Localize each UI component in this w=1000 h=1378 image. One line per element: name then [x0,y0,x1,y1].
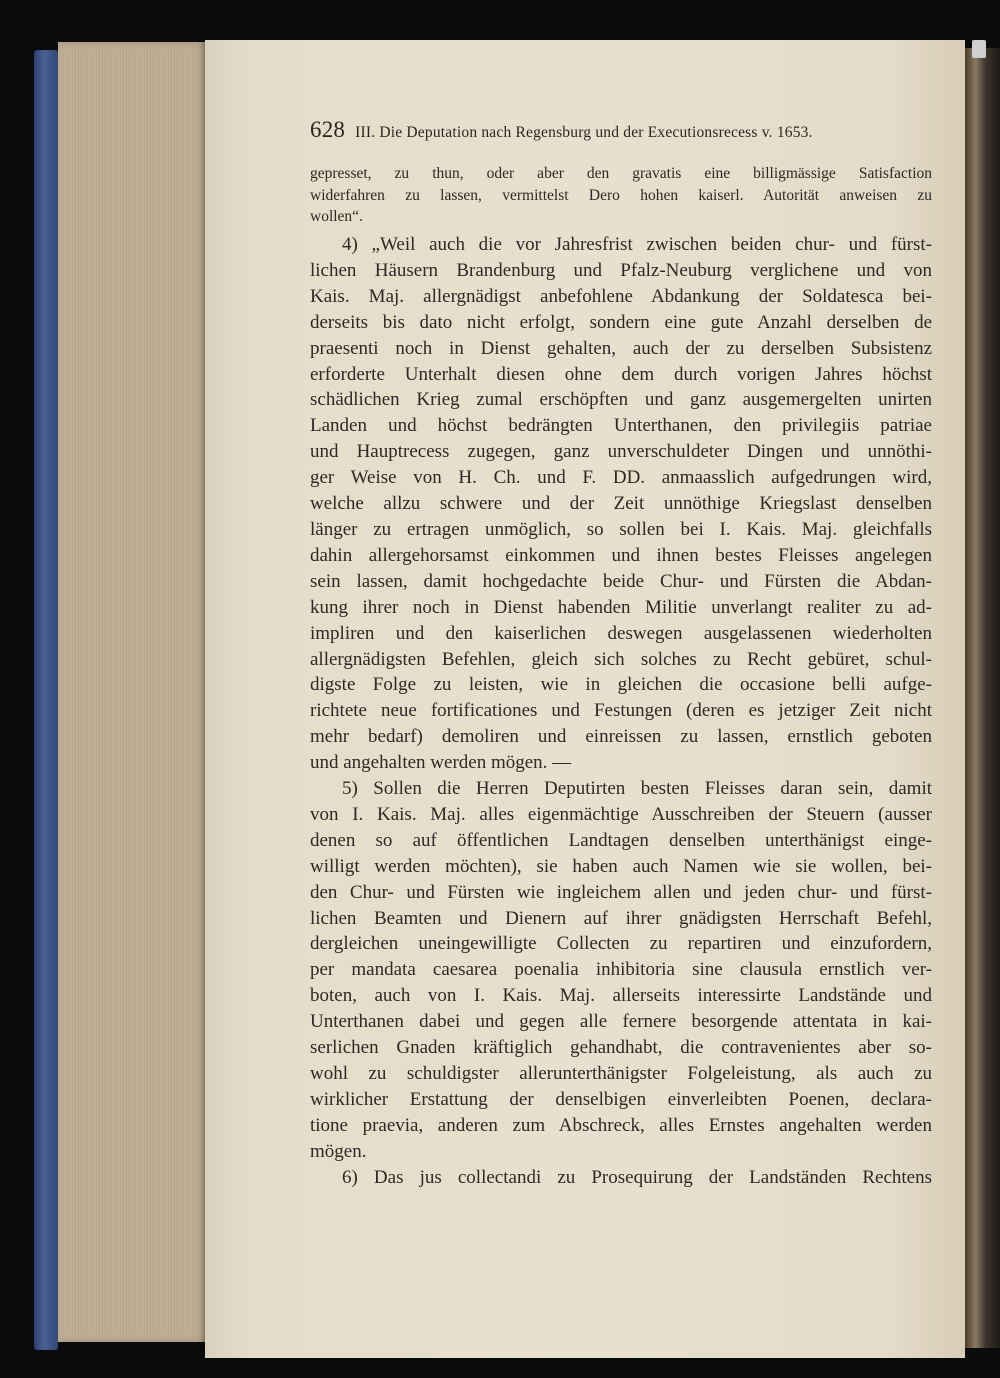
paragraph-4-line: und Hauptrecess zugegen, ganz unverschuldeter Dingen und unnöthi- [310,441,932,463]
paragraph-5-line: willigt werden möchten), sie haben auch Namen wie sie wollen, bei- [310,855,932,877]
paragraph-4-line: dahin allergehorsamst einkommen und ihnen bestes Fleisses angelegen [310,544,932,566]
paragraph-4-line: allergnädigsten Befehlen, gleich sich solches zu Recht gebüret, schul- [310,648,932,670]
paragraph-5-line: lichen Beamten und Dienern auf ihrer gnädigsten Herrschaft Befehl, [310,907,932,929]
paragraph-4-line: praesenti noch in Dienst gehalten, auch der zu derselben Subsistenz [310,337,932,359]
paragraph-6-line: 6) Das jus collectandi zu Prosequirung der Landständen Rechtens [342,1166,932,1188]
paragraph-5-line: von I. Kais. Maj. alles eigenmächtige Ausschreiben der Steuern (ausser [310,803,932,825]
text-line: gepresset, zu thun, oder aber den gravatis eine billigmässige Satisfaction [310,165,932,182]
text-line: wollen“. [310,208,363,225]
paragraph-5-line: dergleichen uneingewilligte Collecten zu repartiren und einzufordern, [310,933,932,955]
paragraph-4-line: impliren und den kaiserlichen deswegen ausgelassenen wiederholten [310,622,932,644]
continuation-text [310,163,932,228]
paragraph-4-line: Landen und höchst bedrängten Unterthanen, den privilegiis patriae [310,415,932,437]
paragraph-4-line: länger zu ertragen unmöglich, so sollen bei I. Kais. Maj. gleichfalls [310,518,932,540]
paragraph-4-line: welche allzu schwere und der Zeit unnöthige Kriegslast denselben [310,493,932,515]
text-line: widerfahren zu lassen, vermittelst Dero hohen kaiserl. Autorität anweisen zu [310,186,932,204]
paragraph-5-line: denen so auf öffentlichen Landtagen denselben unterthänigst einge- [310,829,932,851]
paragraph-4-line: derseits bis dato nicht erfolgt, sondern eine gute Anzahl derselben de [310,311,932,333]
paragraph-4-line: kung ihrer noch in Dienst habenden Militie unverlangt realiter zu ad- [310,596,932,618]
paragraph-4-line: 4) „Weil auch die vor Jahresfrist zwischen beiden chur- und fürst- [342,234,932,255]
page-edges [58,42,213,1342]
body-text [310,232,932,1191]
paragraph-4-line: richtete neue fortificationes und Festungen (deren es jetziger Zeit nicht [310,700,932,722]
paragraph-4-line: schädlichen Krieg zumal erschöpften und ganz ausgemergelten unirten [310,389,932,411]
paragraph-5-line: Unterthanen dabei und gegen alle fernere besorgende attentata in kai- [310,1011,932,1033]
paragraph-5-line: per mandata caesarea poenalia inhibitoria sine clausula ernstlich ver- [310,959,932,981]
paragraph-4-line: lichen Häusern Brandenburg und Pfalz-Neuburg verglichene und von [310,259,932,281]
paragraph-5-line: serlichen Gnaden kräftiglich gehandhabt, die contravenientes aber so- [310,1037,932,1059]
paragraph-5-line: 5) Sollen die Herren Deputirten besten Fleisses daran sein, damit [342,778,932,800]
paragraph-5-line: tione praevia, anderen zum Abschreck, alles Ernstes angehalten werden [310,1114,932,1136]
facing-page-edge [965,48,1000,1348]
paragraph-4-line: ger Weise von H. Ch. und F. DD. anmaasslich aufgedrungen wird, [310,467,932,489]
paragraph-5-line: wohl zu schuldigster allerunterthänigster Folgeleistung, als auch zu [310,1063,932,1084]
running-title: III. Die Deputation nach Regensburg und der Executionsrecess v. 1653. [355,124,813,141]
paragraph-5-line: mögen. [310,1140,367,1162]
paragraph-4-line: sein lassen, damit hochgedachte beide Chur- und Fürsten die Abdan- [310,570,932,592]
paragraph-4-line: mehr bedarf) demoliren und einreissen zu lassen, ernstlich geboten [310,726,932,748]
paragraph-4-line: erforderte Unterhalt diesen ohne dem durch vorigen Jahres höchst [310,363,932,385]
paragraph-4-line: und angehalten werden mögen. — [310,752,572,774]
paragraph-4-line: digste Folge zu leisten, wie in gleichen die occasione belli aufge- [310,674,932,696]
paragraph-5-line: wirklicher Erstattung der denselbigen einverleibten Poenen, declara- [310,1088,932,1110]
book-cover-edge [34,50,58,1350]
running-head [310,117,922,143]
paragraph-4-line: Kais. Maj. allergnädigst anbefohlene Abdankung der Soldatesca bei- [310,285,932,307]
page-number: 628 [310,117,346,142]
paragraph-5-line: den Chur- und Fürsten wie ingleichem allen und jeden chur- und fürst- [310,881,932,903]
paragraph-5-line: boten, auch von I. Kais. Maj. allerseits interessirte Landstände und [310,985,932,1007]
binder-clip [972,40,986,58]
